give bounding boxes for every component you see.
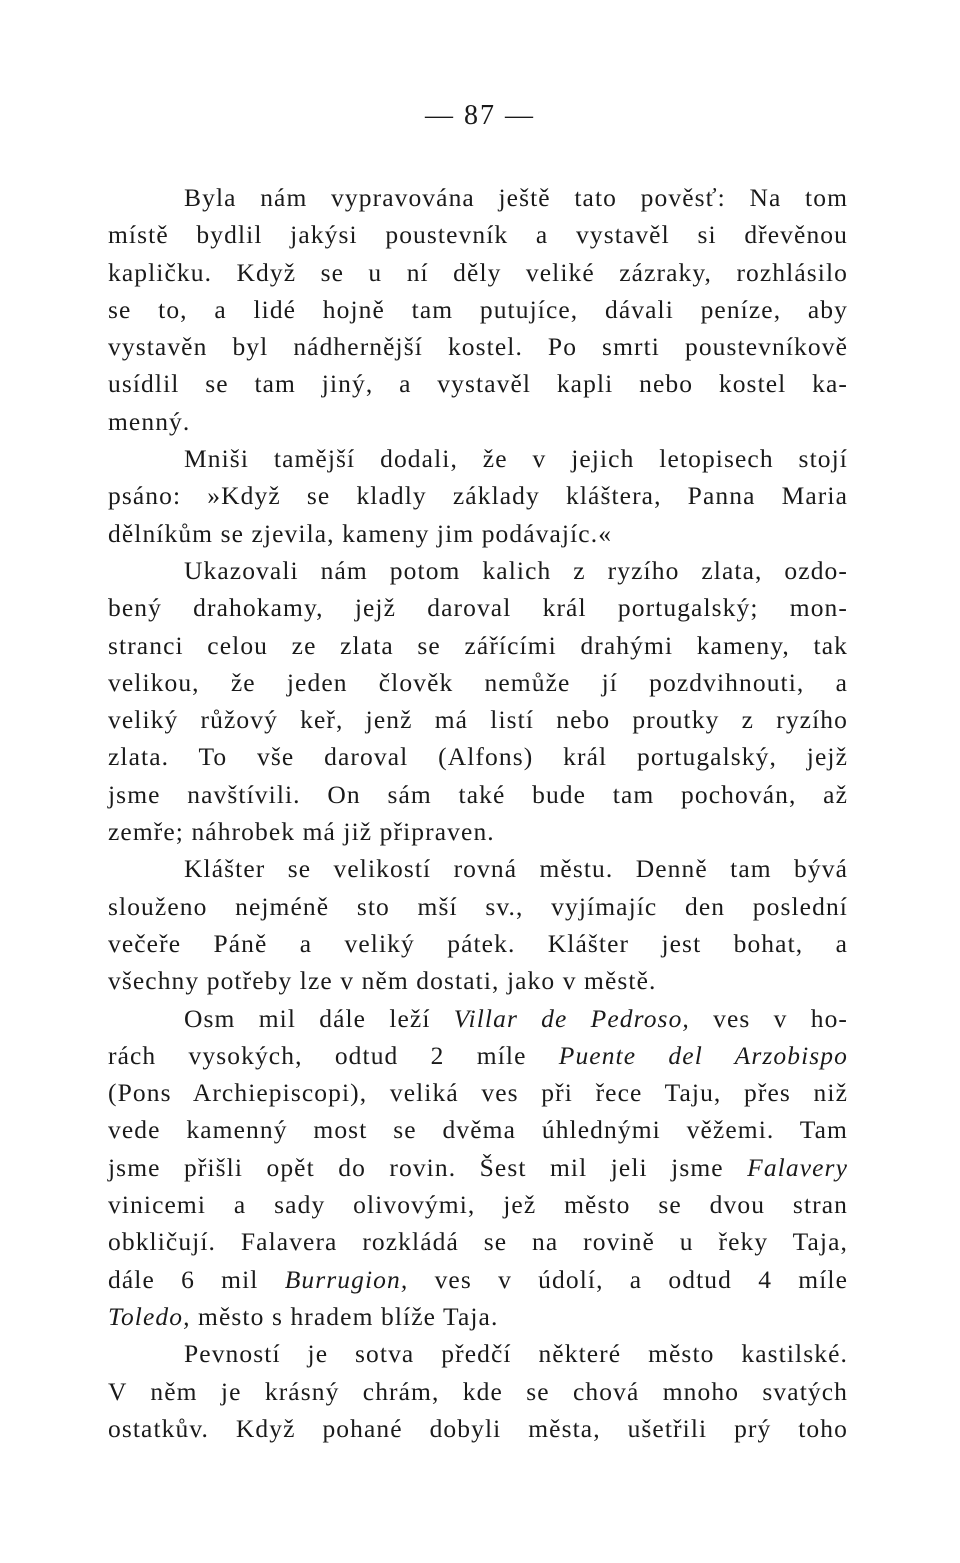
text-segment: jsme navštívili. On sám také bude tam pochován, až xyxy=(108,779,848,809)
text-line xyxy=(108,1373,848,1410)
text-line xyxy=(108,627,848,664)
text-segment: všechny potřeby lze v něm dostati, jako v městě. xyxy=(108,966,657,996)
text-segment: ves v údolí, a odtud 4 míle xyxy=(408,1264,849,1294)
text-line xyxy=(108,962,848,999)
text-segment: Mniši tamější dodali, že v jejich letopisech stojí xyxy=(184,444,848,474)
text-segment: kapličku. Když se u ní děly veliké zázraky, rozhlásilo xyxy=(108,257,848,287)
text-line xyxy=(108,328,848,365)
text-line xyxy=(108,1223,848,1260)
text-segment: V něm je krásný chrám, kde se chová mnoho svatých xyxy=(108,1376,848,1406)
text-segment: velikou, že jeden člověk nemůže jí pozdvihnouti, a xyxy=(108,667,848,697)
text-segment: dělníkům se zjevila, kameny jim podávajíc.« xyxy=(108,518,613,548)
text-segment: (Pons Archiepiscopi), veliká ves při řece Taju, přes niž xyxy=(108,1078,848,1108)
text-segment: obkličují. Falavera rozkládá se na rovině u řeky Taja, xyxy=(108,1227,848,1257)
text-line xyxy=(108,813,848,850)
text-line xyxy=(108,888,848,925)
text-segment: ostatkův. Když pohané dobyli města, ušetřili prý toho xyxy=(108,1413,848,1443)
text-line xyxy=(108,1037,848,1074)
text-segment: veliký růžový keř, jenž má listí nebo proutky z ryzího xyxy=(108,705,848,735)
text-line xyxy=(108,216,848,253)
text-line xyxy=(108,254,848,291)
text-segment: jsme přišli opět do rovin. Šest mil jeli jsme xyxy=(108,1152,748,1182)
text-segment: místě bydlil jakýsi poustevník a vystavěl si dřevěnou xyxy=(108,220,848,250)
text-line xyxy=(108,440,848,477)
text-line xyxy=(108,515,848,552)
text-line xyxy=(108,1074,848,1111)
text-line xyxy=(108,477,848,514)
page-number: — 87 — xyxy=(425,100,535,131)
text-segment: se to, a lidé hojně tam putujíce, dávali peníze, aby xyxy=(108,294,848,324)
text-segment: usídlil se tam jiný, a vystavěl kapli nebo kostel ka- xyxy=(108,369,848,399)
text-line xyxy=(108,850,848,887)
text-line xyxy=(108,1186,848,1223)
text-line xyxy=(108,1298,848,1335)
text-line xyxy=(108,365,848,402)
text-segment: slouženo nejméně sto mší sv., vyjímajíc den poslední xyxy=(108,891,848,921)
text-segment: ves v ho- xyxy=(689,1003,849,1033)
text-line xyxy=(108,701,848,738)
italic-text-segment: Burrugion, xyxy=(284,1264,409,1294)
text-segment: psáno: »Když se kladly základy kláštera, Panna Maria xyxy=(108,481,848,511)
text-line xyxy=(108,403,848,440)
text-segment: dále 6 mil xyxy=(108,1264,285,1294)
italic-text-segment: Toledo, xyxy=(108,1301,191,1331)
text-segment: vede kamenný most se dvěma úhlednými věžemi. Tam xyxy=(108,1115,848,1145)
text-line xyxy=(108,1261,848,1298)
text-line xyxy=(108,179,848,216)
text-segment: Pevností je sotva předčí některé město kastilské. xyxy=(184,1339,848,1369)
text-line xyxy=(108,1000,848,1037)
text-segment: vystavěn byl nádhernější kostel. Po smrti poustevníkově xyxy=(108,332,848,362)
text-line xyxy=(108,664,848,701)
text-segment: Ukazovali nám potom kalich z ryzího zlata, ozdo- xyxy=(184,555,848,585)
text-segment: město s hradem blíže Taja. xyxy=(190,1301,499,1331)
text-segment: večeře Páně a veliký pátek. Klášter jest bohat, a xyxy=(108,928,848,958)
text-line xyxy=(108,1335,848,1372)
text-segment: bený drahokamy, jejž daroval král portugalský; mon- xyxy=(108,593,848,623)
text-segment: rách vysokých, odtud 2 míle xyxy=(108,1040,559,1070)
text-line xyxy=(108,1149,848,1186)
text-line xyxy=(108,925,848,962)
text-segment: zlata. To vše daroval (Alfons) král portugalský, jejž xyxy=(108,742,848,772)
text-segment: zemře; náhrobek má již připraven. xyxy=(108,817,495,847)
text-line xyxy=(108,776,848,813)
italic-text-segment: Puente del Arzobispo xyxy=(558,1040,849,1070)
text-line xyxy=(108,291,848,328)
text-line xyxy=(108,1410,848,1447)
text-line xyxy=(108,1111,848,1148)
text-line xyxy=(108,589,848,626)
text-segment: vinicemi a sady olivovými, jež město se dvou stran xyxy=(108,1190,848,1220)
text-segment: Osm mil dále leží xyxy=(184,1003,454,1033)
italic-text-segment: Villar de Pedroso, xyxy=(453,1003,690,1033)
text-segment: menný. xyxy=(108,406,191,436)
text-segment: Klášter se velikostí rovná městu. Denně tam bývá xyxy=(184,854,848,884)
text-segment: Byla nám vypravována ještě tato pověsť: Na tom xyxy=(184,183,848,212)
text-line xyxy=(108,552,848,589)
body-text xyxy=(108,179,848,1447)
italic-text-segment: Falavery xyxy=(747,1152,848,1182)
text-segment: stranci celou ze zlata se zářícími drahými kameny, tak xyxy=(108,630,848,660)
text-line xyxy=(108,738,848,775)
